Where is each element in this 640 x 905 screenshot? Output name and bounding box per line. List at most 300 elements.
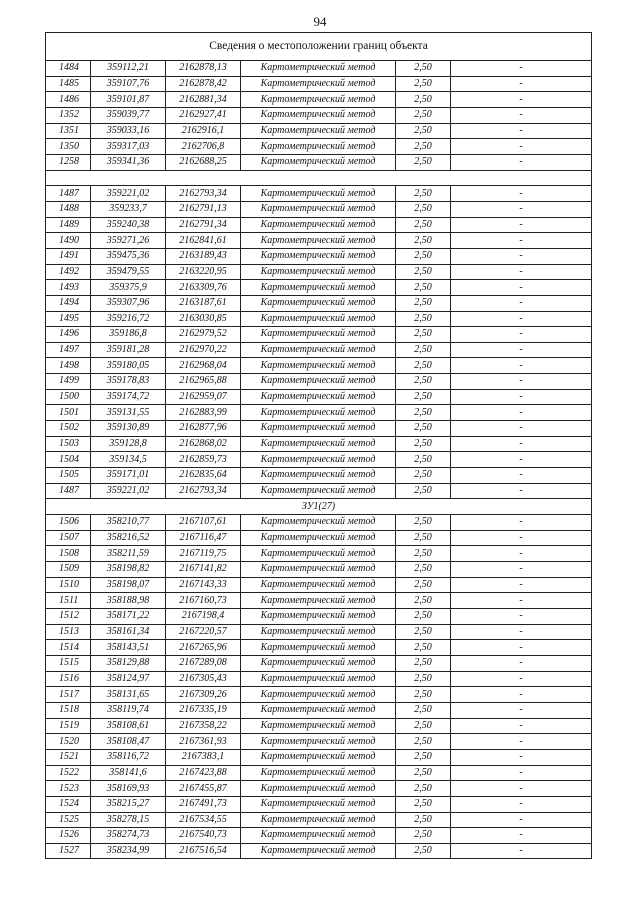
description-cell: -: [451, 546, 592, 562]
method-cell: Картометрический метод: [241, 280, 396, 296]
description-cell: -: [451, 311, 592, 327]
description-cell: -: [451, 61, 592, 77]
point-number-cell: 1497: [46, 342, 91, 358]
point-number-cell: 1488: [46, 201, 91, 217]
table-row: [46, 796, 592, 812]
table-row: [46, 123, 592, 139]
point-number-cell: 1524: [46, 796, 91, 812]
table-row: [46, 702, 592, 718]
y-coordinate-cell: 2162688,25: [166, 154, 241, 170]
description-cell: -: [451, 248, 592, 264]
x-coordinate-cell: 358171,22: [91, 608, 166, 624]
method-cell: Картометрический метод: [241, 655, 396, 671]
table-row: [46, 139, 592, 155]
table-row: [46, 546, 592, 562]
method-cell: Картометрический метод: [241, 123, 396, 139]
method-cell: Картометрический метод: [241, 342, 396, 358]
x-coordinate-cell: 358210,77: [91, 515, 166, 531]
point-number-cell: 1527: [46, 843, 91, 859]
table-row: [46, 374, 592, 390]
description-cell: -: [451, 702, 592, 718]
method-cell: Картометрический метод: [241, 624, 396, 640]
accuracy-cell: 2,50: [396, 311, 451, 327]
description-cell: -: [451, 389, 592, 405]
accuracy-cell: 2,50: [396, 655, 451, 671]
table-row: [46, 154, 592, 170]
y-coordinate-cell: 2162793,34: [166, 186, 241, 202]
table-row: [46, 843, 592, 859]
y-coordinate-cell: 2167160,73: [166, 593, 241, 609]
point-number-cell: 1518: [46, 702, 91, 718]
method-cell: Картометрический метод: [241, 843, 396, 859]
accuracy-cell: 2,50: [396, 154, 451, 170]
method-cell: Картометрический метод: [241, 483, 396, 499]
point-number-cell: 1512: [46, 608, 91, 624]
accuracy-cell: 2,50: [396, 749, 451, 765]
accuracy-cell: 2,50: [396, 452, 451, 468]
point-number-cell: 1510: [46, 577, 91, 593]
point-number-cell: 1526: [46, 828, 91, 844]
accuracy-cell: 2,50: [396, 76, 451, 92]
y-coordinate-cell: 2167361,93: [166, 734, 241, 750]
accuracy-cell: 2,50: [396, 280, 451, 296]
x-coordinate-cell: 358211,59: [91, 546, 166, 562]
accuracy-cell: 2,50: [396, 405, 451, 421]
section-label: ЗУ1(27): [46, 499, 592, 515]
description-cell: -: [451, 655, 592, 671]
accuracy-cell: 2,50: [396, 233, 451, 249]
point-number-cell: 1494: [46, 295, 91, 311]
point-number-cell: 1489: [46, 217, 91, 233]
x-coordinate-cell: 358141,6: [91, 765, 166, 781]
x-coordinate-cell: 358124,97: [91, 671, 166, 687]
table-row: [46, 311, 592, 327]
method-cell: Картометрический метод: [241, 749, 396, 765]
description-cell: -: [451, 264, 592, 280]
description-cell: -: [451, 796, 592, 812]
point-number-cell: 1487: [46, 186, 91, 202]
point-number-cell: 1513: [46, 624, 91, 640]
table-row: [46, 452, 592, 468]
accuracy-cell: 2,50: [396, 374, 451, 390]
x-coordinate-cell: 359112,21: [91, 61, 166, 77]
table-row: [46, 483, 592, 499]
accuracy-cell: 2,50: [396, 515, 451, 531]
description-cell: -: [451, 436, 592, 452]
description-cell: -: [451, 515, 592, 531]
x-coordinate-cell: 359475,36: [91, 248, 166, 264]
description-cell: -: [451, 233, 592, 249]
table-row: [46, 608, 592, 624]
point-number-cell: 1504: [46, 452, 91, 468]
y-coordinate-cell: 2162791,34: [166, 217, 241, 233]
y-coordinate-cell: 2163309,76: [166, 280, 241, 296]
x-coordinate-cell: 359107,76: [91, 76, 166, 92]
description-cell: -: [451, 452, 592, 468]
y-coordinate-cell: 2167107,61: [166, 515, 241, 531]
description-cell: -: [451, 123, 592, 139]
description-cell: -: [451, 562, 592, 578]
accuracy-cell: 2,50: [396, 671, 451, 687]
x-coordinate-cell: 359317,03: [91, 139, 166, 155]
x-coordinate-cell: 358169,93: [91, 781, 166, 797]
x-coordinate-cell: 359101,87: [91, 92, 166, 108]
y-coordinate-cell: 2167534,55: [166, 812, 241, 828]
x-coordinate-cell: 358198,82: [91, 562, 166, 578]
point-number-cell: 1490: [46, 233, 91, 249]
method-cell: Картометрический метод: [241, 608, 396, 624]
point-number-cell: 1501: [46, 405, 91, 421]
point-number-cell: 1493: [46, 280, 91, 296]
accuracy-cell: 2,50: [396, 843, 451, 859]
page-number: 94: [313, 14, 327, 29]
table-row: [46, 405, 592, 421]
y-coordinate-cell: 2162965,88: [166, 374, 241, 390]
method-cell: Картометрический метод: [241, 154, 396, 170]
accuracy-cell: 2,50: [396, 624, 451, 640]
x-coordinate-cell: 359221,02: [91, 186, 166, 202]
accuracy-cell: 2,50: [396, 389, 451, 405]
accuracy-cell: 2,50: [396, 421, 451, 437]
method-cell: Картометрический метод: [241, 812, 396, 828]
description-cell: -: [451, 593, 592, 609]
accuracy-cell: 2,50: [396, 436, 451, 452]
accuracy-cell: 2,50: [396, 546, 451, 562]
y-coordinate-cell: 2162835,64: [166, 468, 241, 484]
description-cell: -: [451, 624, 592, 640]
x-coordinate-cell: 358278,15: [91, 812, 166, 828]
x-coordinate-cell: 359131,55: [91, 405, 166, 421]
table-row: [46, 389, 592, 405]
accuracy-cell: 2,50: [396, 828, 451, 844]
y-coordinate-cell: 2162793,34: [166, 483, 241, 499]
description-cell: -: [451, 358, 592, 374]
y-coordinate-cell: 2167423,88: [166, 765, 241, 781]
y-coordinate-cell: 2167455,87: [166, 781, 241, 797]
accuracy-cell: 2,50: [396, 248, 451, 264]
accuracy-cell: 2,50: [396, 92, 451, 108]
point-number-cell: 1507: [46, 530, 91, 546]
y-coordinate-cell: 2167289,08: [166, 655, 241, 671]
method-cell: Картометрический метод: [241, 92, 396, 108]
accuracy-cell: 2,50: [396, 468, 451, 484]
description-cell: -: [451, 186, 592, 202]
description-cell: -: [451, 139, 592, 155]
table-row: [46, 421, 592, 437]
method-cell: Картометрический метод: [241, 671, 396, 687]
y-coordinate-cell: 2167383,1: [166, 749, 241, 765]
point-number-cell: 1523: [46, 781, 91, 797]
method-cell: Картометрический метод: [241, 546, 396, 562]
accuracy-cell: 2,50: [396, 139, 451, 155]
y-coordinate-cell: 2167491,73: [166, 796, 241, 812]
y-coordinate-cell: 2167220,57: [166, 624, 241, 640]
method-cell: Картометрический метод: [241, 139, 396, 155]
method-cell: Картометрический метод: [241, 201, 396, 217]
point-number-cell: 1502: [46, 421, 91, 437]
description-cell: -: [451, 483, 592, 499]
point-number-cell: 1519: [46, 718, 91, 734]
method-cell: Картометрический метод: [241, 421, 396, 437]
point-number-cell: 1521: [46, 749, 91, 765]
point-number-cell: 1350: [46, 139, 91, 155]
description-cell: -: [451, 812, 592, 828]
x-coordinate-cell: 359178,83: [91, 374, 166, 390]
point-number-cell: 1500: [46, 389, 91, 405]
x-coordinate-cell: 358108,61: [91, 718, 166, 734]
table-row: [46, 201, 592, 217]
description-cell: -: [451, 280, 592, 296]
x-coordinate-cell: 358143,51: [91, 640, 166, 656]
accuracy-cell: 2,50: [396, 593, 451, 609]
description-cell: -: [451, 295, 592, 311]
description-cell: -: [451, 374, 592, 390]
x-coordinate-cell: 359307,96: [91, 295, 166, 311]
description-cell: -: [451, 765, 592, 781]
y-coordinate-cell: 2167265,96: [166, 640, 241, 656]
boundary-coordinates-table: [45, 32, 592, 859]
description-cell: -: [451, 530, 592, 546]
point-number-cell: 1351: [46, 123, 91, 139]
method-cell: Картометрический метод: [241, 76, 396, 92]
table-row: [46, 640, 592, 656]
x-coordinate-cell: 358216,52: [91, 530, 166, 546]
y-coordinate-cell: 2163220,95: [166, 264, 241, 280]
y-coordinate-cell: 2167358,22: [166, 718, 241, 734]
table-row: [46, 248, 592, 264]
y-coordinate-cell: 2167335,19: [166, 702, 241, 718]
x-coordinate-cell: 359375,9: [91, 280, 166, 296]
method-cell: Картометрический метод: [241, 436, 396, 452]
accuracy-cell: 2,50: [396, 358, 451, 374]
description-cell: -: [451, 781, 592, 797]
method-cell: Картометрический метод: [241, 295, 396, 311]
x-coordinate-cell: 358215,27: [91, 796, 166, 812]
accuracy-cell: 2,50: [396, 577, 451, 593]
description-cell: -: [451, 718, 592, 734]
method-cell: Картометрический метод: [241, 233, 396, 249]
description-cell: -: [451, 76, 592, 92]
accuracy-cell: 2,50: [396, 61, 451, 77]
y-coordinate-cell: 2167540,73: [166, 828, 241, 844]
method-cell: Картометрический метод: [241, 577, 396, 593]
x-coordinate-cell: 358116,72: [91, 749, 166, 765]
description-cell: -: [451, 577, 592, 593]
point-number-cell: 1487: [46, 483, 91, 499]
method-cell: Картометрический метод: [241, 186, 396, 202]
x-coordinate-cell: 358161,34: [91, 624, 166, 640]
description-cell: -: [451, 421, 592, 437]
method-cell: Картометрический метод: [241, 640, 396, 656]
x-coordinate-cell: 359216,72: [91, 311, 166, 327]
point-number-cell: 1492: [46, 264, 91, 280]
y-coordinate-cell: 2162706,8: [166, 139, 241, 155]
accuracy-cell: 2,50: [396, 562, 451, 578]
table-row: [46, 562, 592, 578]
blank-separator-row: [46, 170, 592, 186]
method-cell: Картометрический метод: [241, 389, 396, 405]
table-row: [46, 92, 592, 108]
description-cell: -: [451, 327, 592, 343]
y-coordinate-cell: 2162883,99: [166, 405, 241, 421]
description-cell: -: [451, 671, 592, 687]
point-number-cell: 1258: [46, 154, 91, 170]
y-coordinate-cell: 2167116,47: [166, 530, 241, 546]
accuracy-cell: 2,50: [396, 201, 451, 217]
point-number-cell: 1525: [46, 812, 91, 828]
table-row: [46, 436, 592, 452]
x-coordinate-cell: 358129,88: [91, 655, 166, 671]
description-cell: -: [451, 828, 592, 844]
accuracy-cell: 2,50: [396, 217, 451, 233]
x-coordinate-cell: 359039,77: [91, 107, 166, 123]
table-row: [46, 812, 592, 828]
point-number-cell: 1485: [46, 76, 91, 92]
table-row: [46, 671, 592, 687]
y-coordinate-cell: 2167516,54: [166, 843, 241, 859]
accuracy-cell: 2,50: [396, 483, 451, 499]
point-number-cell: 1491: [46, 248, 91, 264]
method-cell: Картометрический метод: [241, 248, 396, 264]
description-cell: -: [451, 687, 592, 703]
description-cell: -: [451, 405, 592, 421]
method-cell: Картометрический метод: [241, 264, 396, 280]
accuracy-cell: 2,50: [396, 295, 451, 311]
description-cell: -: [451, 92, 592, 108]
table-row: [46, 186, 592, 202]
point-number-cell: 1503: [46, 436, 91, 452]
accuracy-cell: 2,50: [396, 812, 451, 828]
x-coordinate-cell: 359479,55: [91, 264, 166, 280]
y-coordinate-cell: 2163189,43: [166, 248, 241, 264]
y-coordinate-cell: 2162859,73: [166, 452, 241, 468]
x-coordinate-cell: 358234,99: [91, 843, 166, 859]
point-number-cell: 1509: [46, 562, 91, 578]
x-coordinate-cell: 358108,47: [91, 734, 166, 750]
table-row: [46, 295, 592, 311]
y-coordinate-cell: 2162979,52: [166, 327, 241, 343]
boundary-table-container: [45, 32, 591, 859]
y-coordinate-cell: 2162970,22: [166, 342, 241, 358]
table-row: [46, 718, 592, 734]
accuracy-cell: 2,50: [396, 186, 451, 202]
y-coordinate-cell: 2162881,34: [166, 92, 241, 108]
y-coordinate-cell: 2167198,4: [166, 608, 241, 624]
method-cell: Картометрический метод: [241, 358, 396, 374]
description-cell: -: [451, 843, 592, 859]
method-cell: Картометрический метод: [241, 828, 396, 844]
method-cell: Картометрический метод: [241, 702, 396, 718]
point-number-cell: 1496: [46, 327, 91, 343]
method-cell: Картометрический метод: [241, 374, 396, 390]
x-coordinate-cell: 359221,02: [91, 483, 166, 499]
table-row: [46, 734, 592, 750]
y-coordinate-cell: 2167119,75: [166, 546, 241, 562]
description-cell: -: [451, 342, 592, 358]
point-number-cell: 1514: [46, 640, 91, 656]
x-coordinate-cell: 358198,07: [91, 577, 166, 593]
x-coordinate-cell: 359271,26: [91, 233, 166, 249]
point-number-cell: 1484: [46, 61, 91, 77]
point-number-cell: 1498: [46, 358, 91, 374]
method-cell: Картометрический метод: [241, 796, 396, 812]
table-row: [46, 828, 592, 844]
y-coordinate-cell: 2162878,42: [166, 76, 241, 92]
method-cell: Картометрический метод: [241, 327, 396, 343]
y-coordinate-cell: 2167309,26: [166, 687, 241, 703]
table-row: [46, 687, 592, 703]
x-coordinate-cell: 358131,65: [91, 687, 166, 703]
x-coordinate-cell: 359181,28: [91, 342, 166, 358]
description-cell: -: [451, 217, 592, 233]
point-number-cell: 1506: [46, 515, 91, 531]
blank-separator-cell: [46, 170, 592, 186]
method-cell: Картометрический метод: [241, 405, 396, 421]
x-coordinate-cell: 359233,7: [91, 201, 166, 217]
accuracy-cell: 2,50: [396, 796, 451, 812]
y-coordinate-cell: 2162927,41: [166, 107, 241, 123]
table-row: [46, 593, 592, 609]
table-row: [46, 280, 592, 296]
y-coordinate-cell: 2162878,13: [166, 61, 241, 77]
x-coordinate-cell: 359186,8: [91, 327, 166, 343]
y-coordinate-cell: 2162959,07: [166, 389, 241, 405]
method-cell: Картометрический метод: [241, 311, 396, 327]
x-coordinate-cell: 359033,16: [91, 123, 166, 139]
method-cell: Картометрический метод: [241, 687, 396, 703]
accuracy-cell: 2,50: [396, 123, 451, 139]
point-number-cell: 1520: [46, 734, 91, 750]
x-coordinate-cell: 358119,74: [91, 702, 166, 718]
description-cell: -: [451, 734, 592, 750]
x-coordinate-cell: 358274,73: [91, 828, 166, 844]
table-row: [46, 624, 592, 640]
accuracy-cell: 2,50: [396, 342, 451, 358]
table-row: [46, 781, 592, 797]
y-coordinate-cell: 2167143,33: [166, 577, 241, 593]
table-row: [46, 358, 592, 374]
description-cell: -: [451, 640, 592, 656]
accuracy-cell: 2,50: [396, 718, 451, 734]
y-coordinate-cell: 2162916,1: [166, 123, 241, 139]
point-number-cell: 1486: [46, 92, 91, 108]
description-cell: -: [451, 201, 592, 217]
method-cell: Картометрический метод: [241, 452, 396, 468]
accuracy-cell: 2,50: [396, 107, 451, 123]
point-number-cell: 1516: [46, 671, 91, 687]
accuracy-cell: 2,50: [396, 765, 451, 781]
accuracy-cell: 2,50: [396, 702, 451, 718]
table-row: [46, 515, 592, 531]
table-row: [46, 577, 592, 593]
accuracy-cell: 2,50: [396, 264, 451, 280]
point-number-cell: 1522: [46, 765, 91, 781]
method-cell: Картометрический метод: [241, 718, 396, 734]
description-cell: -: [451, 749, 592, 765]
table-row: [46, 655, 592, 671]
table-row: [46, 749, 592, 765]
table-row: [46, 107, 592, 123]
y-coordinate-cell: 2162868,02: [166, 436, 241, 452]
method-cell: Картометрический метод: [241, 468, 396, 484]
x-coordinate-cell: 359130,89: [91, 421, 166, 437]
section-label-row: [46, 499, 592, 515]
table-row: [46, 264, 592, 280]
method-cell: Картометрический метод: [241, 734, 396, 750]
table-body: [46, 61, 592, 859]
table-row: [46, 233, 592, 249]
table-row: [46, 342, 592, 358]
